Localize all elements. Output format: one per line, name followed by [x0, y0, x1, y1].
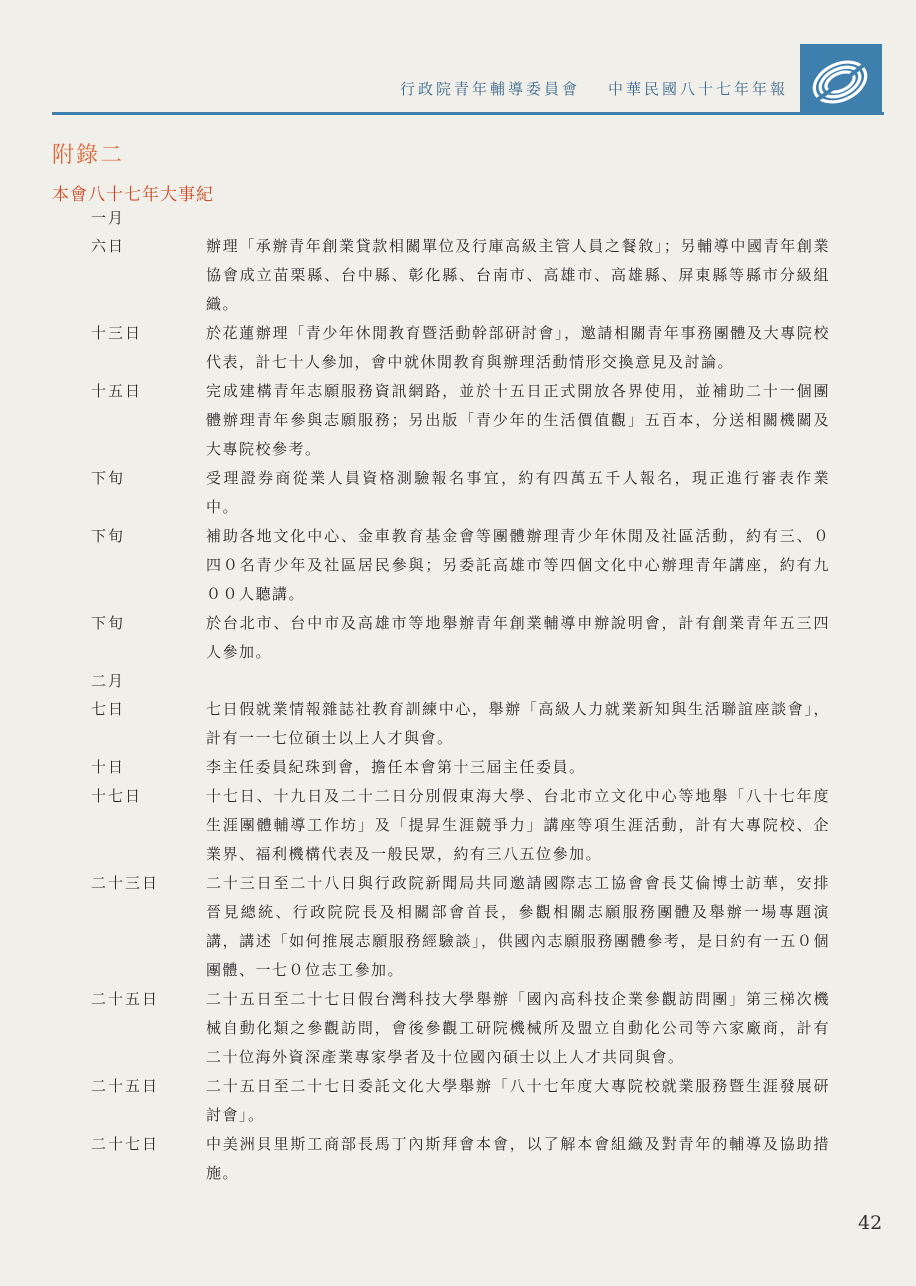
event-entry — [0, 319, 916, 377]
event-date: 十七日 — [91, 787, 143, 805]
event-text: 補助各地文化中心、金車教育基金會等團體辦理青少年休閒及社區活動，約有三、０四０名青少年及社區居民參與；另委託高雄市等四個文化中心辦理青年講座，約有九００人聽講。 — [206, 527, 830, 603]
event-entry — [0, 869, 916, 985]
event-entry — [0, 782, 916, 869]
event-entry — [0, 753, 916, 782]
event-text: 七日假就業情報雜誌社教育訓練中心，舉辦「高級人力就業新知與生活聯誼座談會」，計有一一七位碩士以上人才與會。 — [206, 700, 830, 747]
event-date: 二十七日 — [91, 1135, 160, 1153]
month-heading: 二月 — [91, 672, 126, 690]
event-entry — [0, 985, 916, 1072]
event-date: 七日 — [91, 700, 126, 718]
header-title — [400, 78, 788, 99]
committee-logo-icon — [800, 44, 882, 114]
event-date: 二十三日 — [91, 874, 160, 892]
event-date: 十三日 — [91, 324, 143, 342]
event-date: 十日 — [91, 758, 126, 776]
event-entry — [0, 522, 916, 609]
event-date: 下旬 — [91, 527, 126, 545]
event-text: 中美洲貝里斯工商部長馬丁內斯拜會本會，以了解本會組織及對青年的輔導及協助措施。 — [206, 1135, 830, 1182]
event-text: 於台北市、台中市及高雄市等地舉辦青年創業輔導申辦說明會，計有創業青年五三四人參加。 — [206, 614, 830, 661]
appendix-title: 附錄二 — [52, 143, 125, 168]
header-rule — [52, 112, 884, 115]
event-text: 十七日、十九日及二十二日分別假東海大學、台北市立文化中心等地舉「八十七年度生涯團體輔導工作坊」及「提昇生涯競爭力」講座等項生涯活動，計有大專院校、企業界、福利機構代表及一般民眾，約有三八五位參加。 — [206, 787, 830, 863]
event-date: 二十五日 — [91, 990, 160, 1008]
event-date: 下旬 — [91, 614, 126, 632]
chronicle-content — [0, 204, 916, 1188]
month-heading: 一月 — [91, 209, 126, 227]
event-entry — [0, 1130, 916, 1188]
event-text: 於花蓮辦理「青少年休閒教育暨活動幹部研討會」，邀請相關青年事務團體及大專院校代表，計七十人參加，會中就休閒教育與辦理活動情形交換意見及討論。 — [206, 324, 830, 371]
event-text: 二十五日至二十七日假台灣科技大學舉辦「國內高科技企業參觀訪問團」第三梯次機械自動化類之參觀訪問，會後參觀工研院機械所及盟立自動化公司等六家廠商，計有二十位海外資深產業專家學者及十位國內碩士以上人才共同與會。 — [206, 990, 830, 1066]
event-text: 完成建構青年志願服務資訊網路，並於十五日正式開放各界使用，並補助二十一個團體辦理青年參與志願服務；另出版「青少年的生活價值觀」五百本，分送相關機關及大專院校參考。 — [206, 382, 830, 458]
event-date: 二十五日 — [91, 1077, 160, 1095]
page-number: 42 — [858, 1212, 883, 1234]
event-entry — [0, 1072, 916, 1130]
event-text: 李主任委員紀珠到會，擔任本會第十三屆主任委員。 — [206, 758, 586, 776]
event-text: 受理證券商從業人員資格測驗報名事宜，約有四萬五千人報名，現正進行審表作業中。 — [206, 469, 830, 516]
header-report: 中華民國八十七年年報 — [607, 80, 788, 98]
section-title: 本會八十七年大事紀 — [52, 185, 214, 205]
header-org: 行政院青年輔導委員會 — [399, 80, 580, 98]
event-entry — [0, 464, 916, 522]
event-date: 下旬 — [91, 469, 126, 487]
event-entry — [0, 609, 916, 667]
event-entry — [0, 695, 916, 753]
event-date: 六日 — [91, 237, 126, 255]
event-text: 二十三日至二十八日與行政院新聞局共同邀請國際志工協會會長艾倫博士訪華，安排晉見總統、行政院院長及相關部會首長，參觀相關志願服務團體及舉辦一場專題演講，講述「如何推展志願服務經驗談」，供國內志願服務團體參考，是日約有一五０個團體、一七０位志工參加。 — [206, 874, 830, 979]
event-entry — [0, 377, 916, 464]
event-text: 辦理「承辦青年創業貸款相關單位及行庫高級主管人員之餐敘」；另輔導中國青年創業協會成立苗栗縣、台中縣、彰化縣、台南市、高雄市、高雄縣、屏東縣等縣市分級組織。 — [206, 237, 830, 313]
event-date: 十五日 — [91, 382, 143, 400]
event-entry — [0, 232, 916, 319]
event-text: 二十五日至二十七日委託文化大學舉辦「八十七年度大專院校就業服務暨生涯發展研討會」。 — [206, 1077, 830, 1124]
